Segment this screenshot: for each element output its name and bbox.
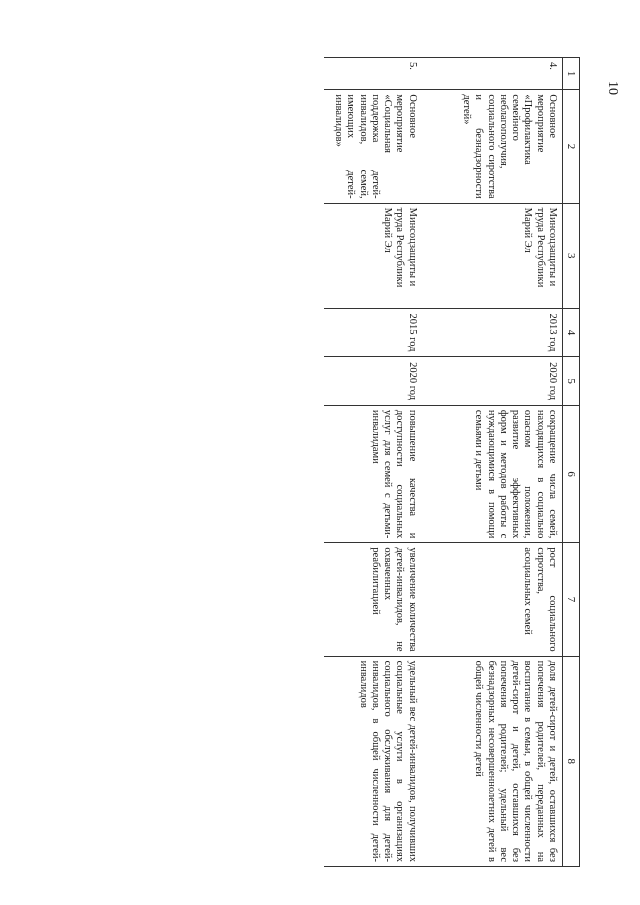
- header-cell: 1: [563, 58, 580, 90]
- header-cell: 4: [563, 308, 580, 357]
- non-implementation-consequence: увеличение количества детей-инвалидов, не охваченных реабилитацией: [324, 543, 432, 656]
- table-row: [432, 58, 563, 867]
- start-year: 2015 год: [324, 308, 432, 357]
- header-cell: 7: [563, 543, 580, 656]
- header-cell: 8: [563, 656, 580, 866]
- indicator: доля детей-сирот и детей, оставшихся без попечения родителей, переданных на воспитание в семьи, в общей численности детей-сирот и детей, оставшихся без попечения родителей; удельный вес безнадзорных несовершеннолетних детей в общей численности детей: [432, 656, 563, 866]
- indicator: удельный вес детей-инвалидов, получивших социальные услуги в организациях социального обслуживания для детей-инвалидов, в общей численности детей-инвалидов: [324, 656, 432, 866]
- expected-result: сокращение числа семей, находящихся в социально опасном положении, развитие эффективных форм и методов работы с нуждающимися в помощи семьями и детьми: [432, 405, 563, 543]
- event-name: Основное мероприятие «Профилактика семейного неблагополучия, социального сиротства и безнадзорности детей»: [432, 90, 563, 203]
- end-year: 2020 год: [432, 357, 563, 406]
- expected-result: повышение качества и доступности социальных услуг для семей с детьми-инвалидами: [324, 405, 432, 543]
- end-year: 2020 год: [324, 357, 432, 406]
- event-name: Основное мероприятие «Социальная поддержка детей-инвалидов, семей, имеющих детей-инвалидов»: [324, 90, 432, 203]
- row-number: 5.: [324, 58, 432, 90]
- non-implementation-consequence: рост социального сиротства, асоциальных семей: [432, 543, 563, 656]
- events-table: [324, 57, 580, 867]
- executor-name: Минсоцзащиты и труда Республики Марий Эл: [324, 203, 432, 308]
- header-cell: 2: [563, 90, 580, 203]
- header-cell: 5: [563, 357, 580, 406]
- table-row: [324, 58, 432, 867]
- executor-name: Минсоцзащиты и труда Республики Марий Эл: [432, 203, 563, 308]
- page-number: 10: [605, 81, 620, 95]
- header-cell: 3: [563, 203, 580, 308]
- table-header-row: [563, 58, 580, 867]
- rotated-table-wrapper: [60, 57, 580, 867]
- start-year: 2013 год: [432, 308, 563, 357]
- row-number: 4.: [432, 58, 563, 90]
- header-cell: 6: [563, 405, 580, 543]
